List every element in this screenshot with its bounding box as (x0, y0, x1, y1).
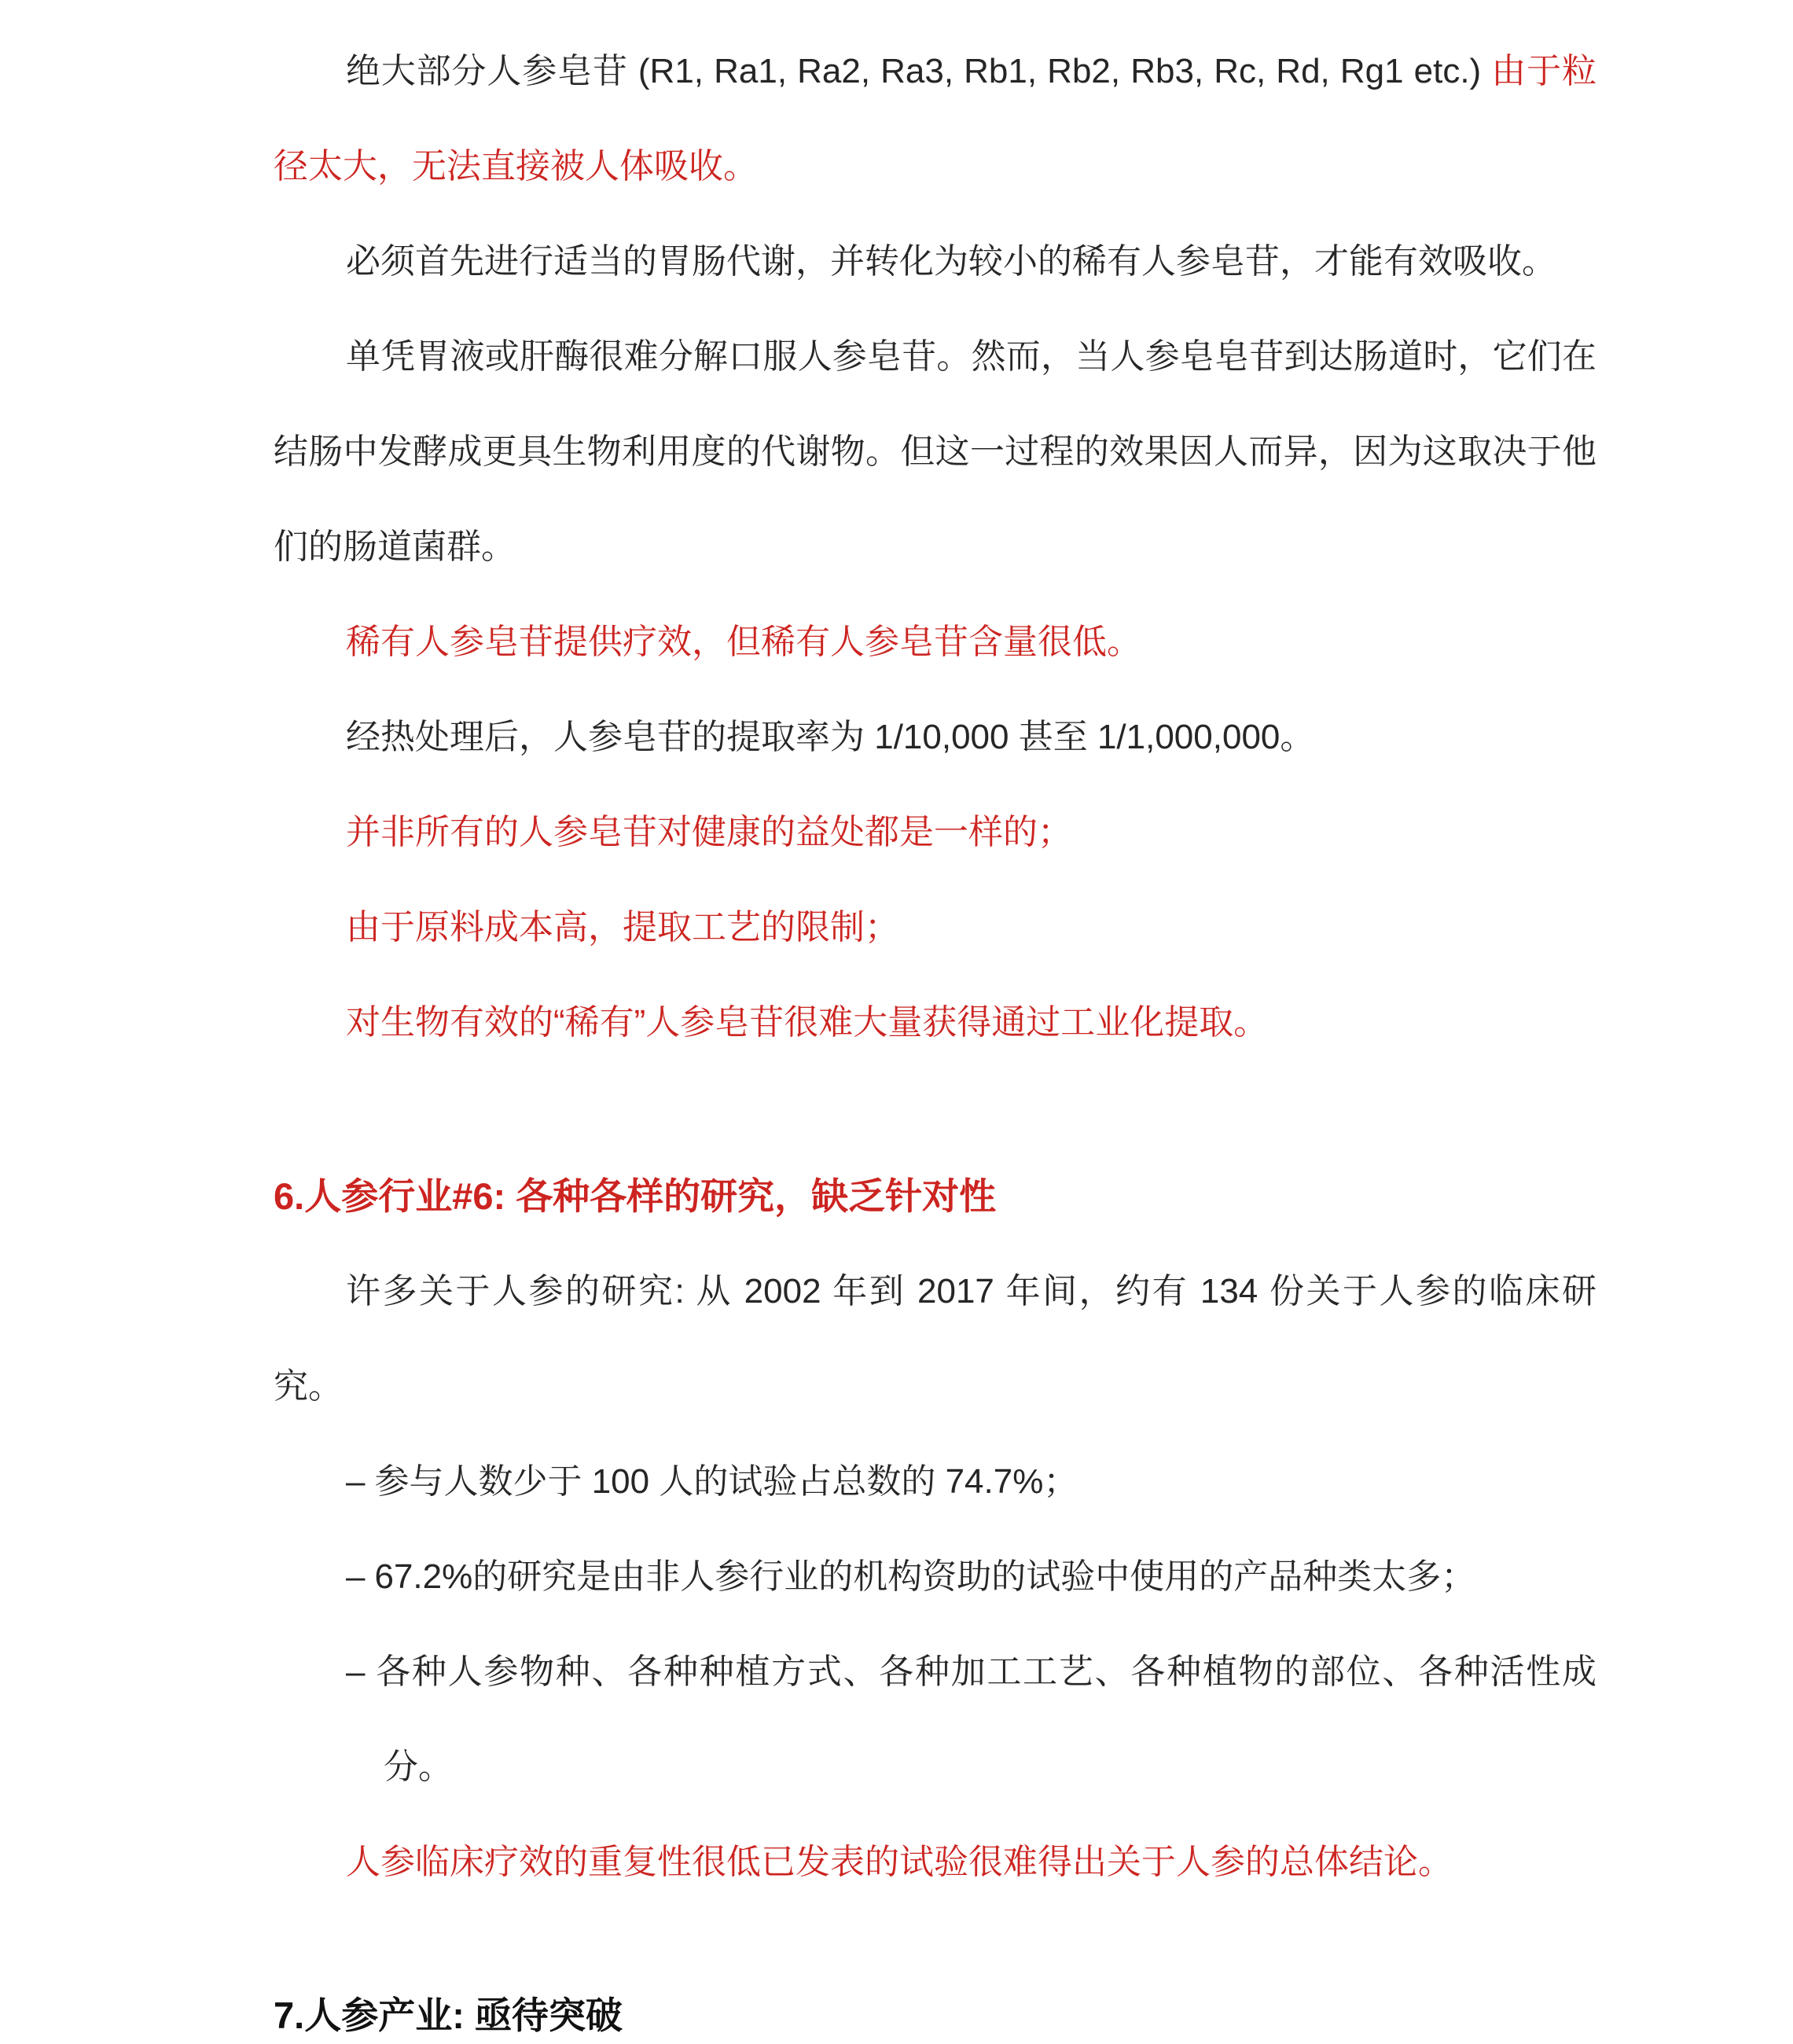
paragraph-rare-ginsenosides-low-content: 稀有人参皂苷提供疗效，但稀有人参皂苷含量很低。 (346, 623, 1141, 661)
study-issues-list (274, 1434, 1596, 1814)
paragraph-cost-limit: 由于原料成本高，提取工艺的限制； (346, 908, 899, 947)
list-item-participants-text: 参与人数少于 100 人的试验占总数的 74.7%； (374, 1462, 1078, 1501)
paragraph-low-repeatability: 人参临床疗效的重复性很低已发表的试验很难得出关于人参的总体结论。 (346, 1843, 1453, 1881)
paragraph-industrial-extraction: 对生物有效的“稀有”人参皂苷很难大量获得通过工业化提取。 (346, 1003, 1269, 1042)
list-item-participants (274, 1434, 1596, 1529)
list-dash: – (346, 1557, 366, 1596)
paragraph-gut-flora: 单凭胃液或肝酶很难分解口服人参皂苷。然而，当人参皂皂苷到达肠道时，它们在结肠中发酵成更具生物利用度的代谢物。但这一过程的效果因人而异，因为这取决于他们的肠道菌群。 (274, 337, 1596, 566)
paragraph-ginsenosides-absorption-red-run: 由于粒径太大，无法直接被人体吸收。 (274, 52, 1597, 186)
paragraph-not-all-equal: 并非所有的人参皂苷对健康的益处都是一样的； (346, 813, 1072, 851)
list-dash: – (346, 1652, 366, 1691)
section-gap (274, 1070, 1596, 1149)
paragraph-ginsenosides-absorption-black-run: 绝大部分人参皂苷 (R1, Ra1, Ra2, Ra3, Rb1, Rb2, Rb3, Rc, Rd, Rg1 etc.) (346, 52, 1492, 90)
list-item-variety (274, 1624, 1596, 1814)
section-heading-6: 6.人参行业#6: 各种各样的研究，缺乏针对性 (274, 1175, 997, 1217)
list-dash: – (346, 1462, 366, 1501)
paragraph-metabolism: 必须首先进行适当的胃肠代谢，并转化为较小的稀有人参皂苷，才能有效吸收。 (346, 242, 1556, 281)
paragraph-extraction-rate: 经热处理后，人参皂苷的提取率为 1/10,000 甚至 1/1,000,000。 (346, 718, 1315, 756)
paragraph-clinical-studies: 许多关于人参的研究: 从 2002 年到 2017 年间，约有 134 份关于人参的临床研究。 (274, 1272, 1596, 1406)
section-gap (274, 1910, 1596, 1968)
section-heading-7: 7.人参产业: 亟待突破 (274, 1994, 623, 2036)
paragraph-ginsenosides-absorption (274, 24, 1596, 214)
list-item-variety-text: 各种人参物种、各种种植方式、各种加工工艺、各种植物的部位、各种活性成分。 (374, 1652, 1596, 1786)
list-item-funding-text: 67.2%的研究是由非人参行业的机构资助的试验中使用的产品种类太多； (374, 1557, 1476, 1596)
list-item-funding (274, 1529, 1596, 1624)
